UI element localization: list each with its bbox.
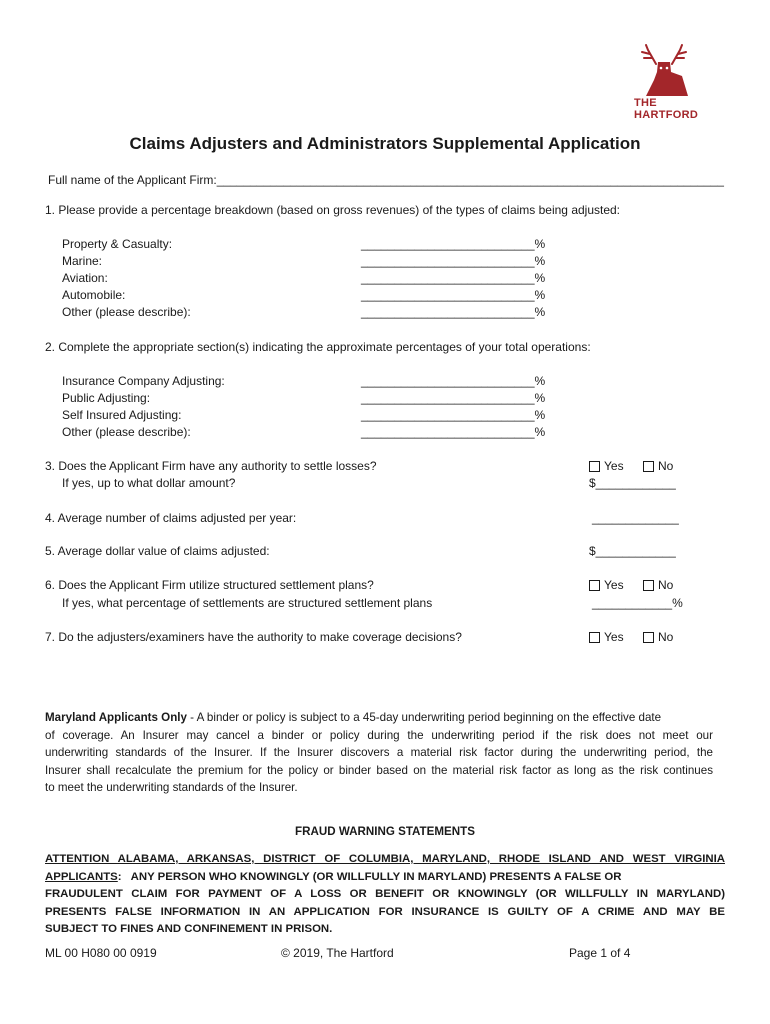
q3-amount-blank[interactable]: $____________ — [589, 476, 676, 490]
applicant-name-blank: ____________________________________________________________________________ — [216, 173, 724, 187]
yes-label: Yes — [604, 578, 624, 592]
question-1: 1. Please provide a percentage breakdown (based on gross revenues) of the types of claims being adjusted: — [45, 203, 621, 217]
no-label: No — [658, 630, 674, 644]
stag-logo-icon — [624, 44, 704, 100]
checkbox-icon[interactable] — [589, 580, 600, 591]
q1-row-blank[interactable]: __________________________% — [361, 305, 546, 319]
page-title: Claims Adjusters and Administrators Supplemental Application — [129, 134, 641, 153]
q2-row-label: Public Adjusting: — [62, 391, 151, 405]
q1-row-label: Marine: — [62, 254, 103, 268]
fraud-warning-block — [45, 851, 725, 939]
question-3-sub: If yes, up to what dollar amount? — [62, 476, 236, 490]
q6-no-option[interactable] — [643, 578, 673, 592]
maryland-lead: Maryland Applicants Only — [45, 711, 187, 724]
fraud-attention-line: ATTENTION ALABAMA, ARKANSAS, DISTRICT OF COLUMBIA, MARYLAND, RHODE ISLAND AND WEST VIRGINIA — [45, 853, 725, 865]
q2-row-blank[interactable]: __________________________% — [361, 408, 546, 422]
checkbox-icon[interactable] — [643, 580, 654, 591]
q1-row-blank[interactable]: __________________________% — [361, 254, 546, 268]
copyright: © 2019, The Hartford — [281, 946, 394, 960]
no-label: No — [658, 459, 674, 473]
q1-row-label: Property & Casualty: — [62, 237, 173, 251]
fraud-heading: FRAUD WARNING STATEMENTS — [295, 825, 475, 838]
maryland-line: Insurer shall recalculate the premium for the policy or binder based on the material risk factor as long as the risk continues — [45, 763, 713, 777]
q6-yes-option[interactable] — [589, 578, 624, 592]
q7-yes-option[interactable] — [589, 630, 624, 644]
q1-row-label: Other (please describe): — [62, 305, 191, 319]
checkbox-icon[interactable] — [643, 632, 654, 643]
logo-the: THE — [634, 97, 657, 109]
q1-row-label: Automobile: — [62, 288, 126, 302]
maryland-line: of coverage. An Insurer may cancel a binder or policy during the underwriting period if the risk does not meet our — [45, 728, 713, 742]
yes-label: Yes — [604, 459, 624, 473]
q6-percent-blank[interactable]: ____________% — [592, 596, 683, 610]
question-6-sub: If yes, what percentage of settlements are structured settlement plans — [62, 596, 433, 610]
fraud-applicants: APPLICANTS — [45, 870, 118, 883]
question-5: 5. Average dollar value of claims adjusted: — [45, 544, 270, 558]
q2-row-label: Insurance Company Adjusting: — [62, 374, 225, 388]
checkbox-icon[interactable] — [643, 461, 654, 472]
applicant-name-label: Full name of the Applicant Firm: — [48, 173, 217, 187]
hartford-logo — [624, 44, 704, 122]
q1-row-blank[interactable]: __________________________% — [361, 237, 546, 251]
q1-row-blank[interactable]: __________________________% — [361, 271, 546, 285]
q4-blank[interactable]: _____________ — [592, 511, 679, 525]
checkbox-icon[interactable] — [589, 632, 600, 643]
maryland-notice — [45, 709, 713, 797]
checkbox-icon[interactable] — [589, 461, 600, 472]
q7-no-option[interactable] — [643, 630, 673, 644]
fraud-line: PRESENTS FALSE INFORMATION IN AN APPLICATION FOR INSURANCE IS GUILTY OF A CRIME AND MAY BE — [45, 905, 725, 918]
question-2: 2. Complete the appropriate section(s) indicating the approximate percentages of your total operations: — [45, 340, 591, 354]
q2-row-blank[interactable]: __________________________% — [361, 374, 546, 388]
question-3: 3. Does the Applicant Firm have any authority to settle losses? — [45, 459, 377, 473]
fraud-line: FRAUDULENT CLAIM FOR PAYMENT OF A LOSS OR BENEFIT OR KNOWINGLY (OR WILLFULLY IN MARYLAND) — [45, 888, 725, 900]
yes-label: Yes — [604, 630, 624, 644]
q2-row-label: Self Insured Adjusting: — [62, 408, 182, 422]
q1-row-label: Aviation: — [62, 271, 108, 285]
applicant-name-field[interactable] — [48, 173, 724, 187]
question-6: 6. Does the Applicant Firm utilize structured settlement plans? — [45, 578, 374, 592]
maryland-line: to meet the underwriting standards of the Insurer. — [45, 781, 298, 795]
q3-yes-option[interactable] — [589, 459, 624, 473]
q2-row-blank[interactable]: __________________________% — [361, 425, 546, 439]
form-number: ML 00 H080 00 0919 — [45, 946, 157, 960]
q1-row-blank[interactable]: __________________________% — [361, 288, 546, 302]
maryland-line: underwriting standards of the Insurer. If the Insurer discovers a material risk factor during the underwriting period, the — [45, 746, 713, 760]
q3-no-option[interactable] — [643, 459, 673, 473]
question-4: 4. Average number of claims adjusted per year: — [45, 511, 297, 525]
q2-row-blank[interactable]: __________________________% — [361, 391, 546, 405]
fraud-line: SUBJECT TO FINES AND CONFINEMENT IN PRISON. — [45, 923, 333, 935]
question-7: 7. Do the adjusters/examiners have the authority to make coverage decisions? — [45, 630, 462, 644]
q5-blank[interactable]: $____________ — [589, 544, 676, 558]
page-number: Page 1 of 4 — [569, 946, 631, 960]
maryland-line: - A binder or policy is subject to a 45-day underwriting period beginning on the effective date — [186, 711, 662, 724]
q2-row-label: Other (please describe): — [62, 425, 191, 439]
fraud-line: : ANY PERSON WHO KNOWINGLY (OR WILLFULLY IN MARYLAND) PRESENTS A FALSE OR — [117, 870, 622, 883]
no-label: No — [658, 578, 674, 592]
logo-hartford: HARTFORD — [634, 109, 699, 121]
